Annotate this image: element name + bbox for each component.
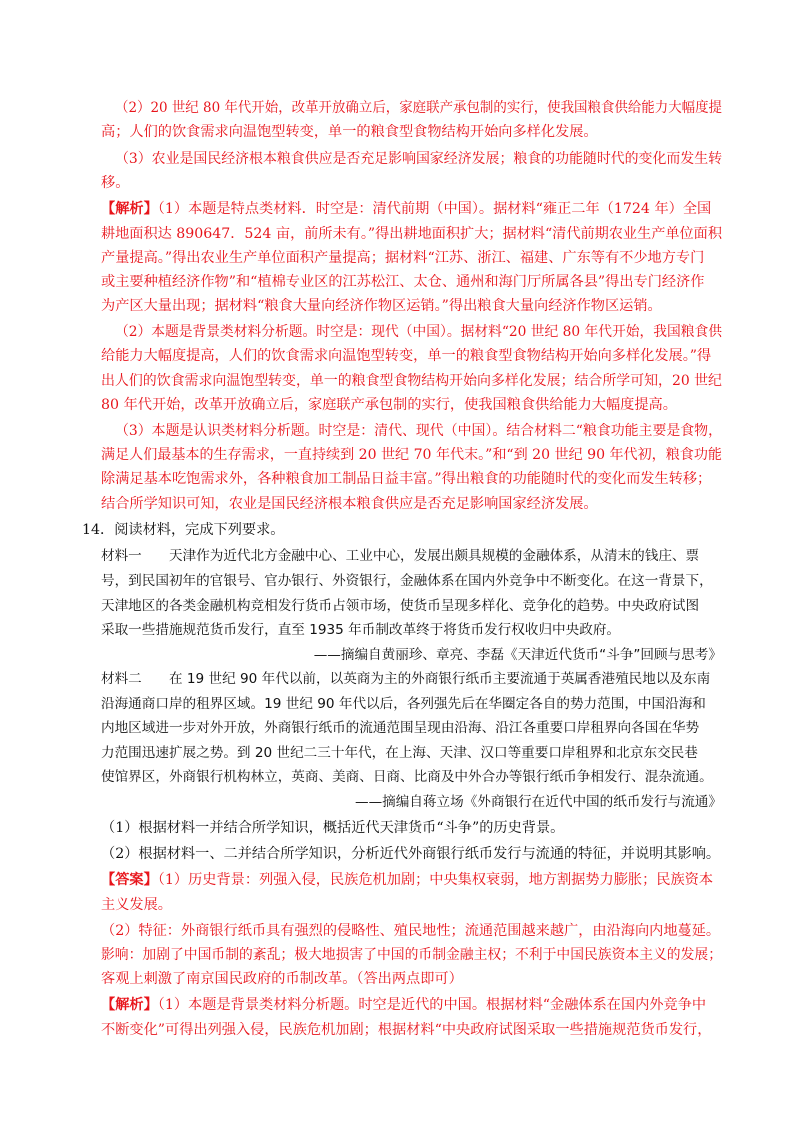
answer-3-line-2: 移。: [101, 175, 130, 191]
analysis-13-line-1: [101, 199, 711, 219]
analysis-tag: 【解析】: [101, 201, 158, 217]
material-1-line-2: 号，到民国初年的官银号、官办银行、外资银行，金融体系在国内外竞争中不断变化。在这一背景下，: [101, 573, 713, 589]
answer-14-part-2-line-3: 客观上刺激了南京国民政府的币制改革。（答出两点即可）: [101, 971, 463, 987]
material-2-line-4: 力范围迅速扩展之势。到 20 世纪二三十年代，在上海、天津、汉口等重要口岸租界和北京东交民巷: [101, 745, 698, 761]
analysis-13-part-2-line-3: 出人们的饮食需求向温饱型转变，单一的粮食型食物结构开始向多样化发展；结合所学可知，20 世纪: [101, 373, 722, 389]
answer-2-line-1: （2）20 世纪 80 年代开始，改革开放确立后，家庭联产承包制的实行，使我国粮食供给能力大幅度提: [115, 100, 722, 116]
analysis-13-part-2-line-4: 80 年代开始，改革开放确立后，家庭联产承包制的实行，使我国粮食供给能力大幅度提高。: [101, 397, 677, 413]
analysis-14-part-1: （1）本题是背景类材料分析题。时空是近代的中国。根据材料“金融体系在国内外竞争中: [157, 997, 707, 1013]
analysis-14-line-2: 不断变化”可得出列强入侵，民族危机加剧；根据材料“中央政府试图采取一些措施规范货币发行，: [101, 1022, 712, 1038]
answer-3-line-1: （3）农业是国民经济根本粮食供应是否充足影响国家经济发展；粮食的功能随时代的变化而发生转: [115, 151, 723, 167]
material-1-source: ——摘编自黄丽珍、章亮、李磊《天津近代货币“斗争”回顾与思考》: [313, 647, 722, 663]
analysis-14-line-1: [101, 995, 706, 1015]
analysis-13-part-3-line-4: 结合所学知识可知，农业是国民经济根本粮食供应是否充足影响国家经济发展。: [101, 496, 598, 512]
question-14-header: 14．阅读材料，完成下列要求。: [82, 522, 285, 538]
analysis-13-part-3-line-2: 满足人们最基本的生存需求，一直持续到 20 世纪 70 年代末。”和“到 20 世纪 90 年代初，粮食功能: [101, 447, 723, 463]
answer-14-line-2: 主义发展。: [101, 897, 172, 913]
analysis-13-part-3-line-1: （3）本题是认识类材料分析题。时空是：清代、现代（中国）。结合材料二“粮食功能主要是食物，: [115, 423, 722, 439]
analysis-13-line-5: 为产区大量出现；据材料“粮食大量向经济作物区运销。”得出粮食大量向经济作物区运销。: [101, 298, 662, 314]
analysis-13-line-2: 耕地面积达 890647．524 亩，前所未有。”得出耕地面积扩大；据材料“清代前期农业生产单位面积: [101, 226, 722, 242]
answer-2-line-2: 高；人们的饮食需求向温饱型转变，单一的粮食型食物结构开始向多样化发展。: [101, 124, 598, 140]
analysis-13-part-2-line-2: 给能力大幅度提高，人们的饮食需求向温饱型转变，单一的粮食型食物结构开始向多样化发展。”得: [101, 348, 712, 364]
question-14-part-1: （1）根据材料一并结合所学知识，概括近代天津货币“斗争”的历史背景。: [101, 820, 565, 836]
analysis-14-tag: 【解析】: [101, 997, 158, 1013]
analysis-13-line-4: 或主要种植经济作物”和“植棉专业区的江苏松江、太仓、通州和海门厅所属各县”得出专门经济作: [101, 274, 705, 290]
question-14-part-2: （2）根据材料一、二并结合所学知识，分析近代外商银行纸币发行与流通的特征，并说明其影响。: [101, 846, 721, 862]
answer-tag: 【答案】: [101, 872, 158, 888]
material-2-line-2: 沿海通商口岸的租界区域。19 世纪 90 年代以后，各列强先后在华圈定各自的势力范围，中国沿海和: [101, 696, 706, 712]
material-1-line-3: 天津地区的各类金融机构竞相发行货币占领市场，使货币呈现多样化、竞争化的趋势。中央政府试图: [101, 598, 700, 614]
material-1-line-4: 采取一些措施规范货币发行，直至 1935 年币制改革终于将货币发行权收归中央政府。: [101, 622, 621, 638]
answer-14-line-1: [101, 870, 713, 890]
analysis-13-part-1: （1）本题是特点类材料．时空是：清代前期（中国）。据材料“雍正二年（1724 年）全国: [157, 201, 712, 217]
answer-14-part-2-line-2: 影响：加剧了中国币制的紊乱；极大地损害了中国的币制金融主权；不利于中国民族资本主义的发展；: [101, 947, 723, 963]
material-2-line-3: 内地区域进一步对外开放，外商银行纸币的流通范围呈现由沿海、沿江各重要口岸租界向各国在华势: [101, 720, 700, 736]
answer-14-part-1: （1）历史背景：列强入侵，民族危机加剧；中央集权衰弱，地方割据势力膨胀；民族资本: [157, 872, 714, 888]
material-2-source: ——摘编自蒋立场《外商银行在近代中国的纸币发行与流通》: [354, 794, 722, 810]
analysis-13-part-3-line-3: 除满足基本吃饱需求外，各种粮食加工制品日益丰富。”得出粮食的功能随时代的变化而发生转移；: [101, 471, 712, 487]
material-1-line-1: 材料一 天津作为近代北方金融中心、工业中心，发展出颇具规模的金融体系，从清末的钱庄、票: [101, 548, 700, 564]
answer-14-part-2-line-1: （2）特征：外商银行纸币具有强烈的侵略性、殖民地性；流通范围越来越广，由沿海向内地蔓延。: [101, 923, 721, 939]
analysis-13-line-3: 产量提高。”得出农业生产单位面积产量提高；据材料“江苏、浙江、福建、广东等有不少地方专门: [101, 250, 705, 266]
material-2-line-5: 使馆界区，外商银行机构林立，英商、美商、日商、比商及中外合办等银行纸币争相发行、混杂流通。: [101, 769, 713, 785]
material-2-line-1: 材料二 在 19 世纪 90 年代以前，以英商为主的外商银行纸币主要流通于英属香港殖民地以及东南: [101, 671, 711, 687]
analysis-13-part-2-line-1: （2）本题是背景类材料分析题。时空是：现代（中国）。据材料“20 世纪 80 年代开始，我国粮食供: [115, 324, 722, 340]
